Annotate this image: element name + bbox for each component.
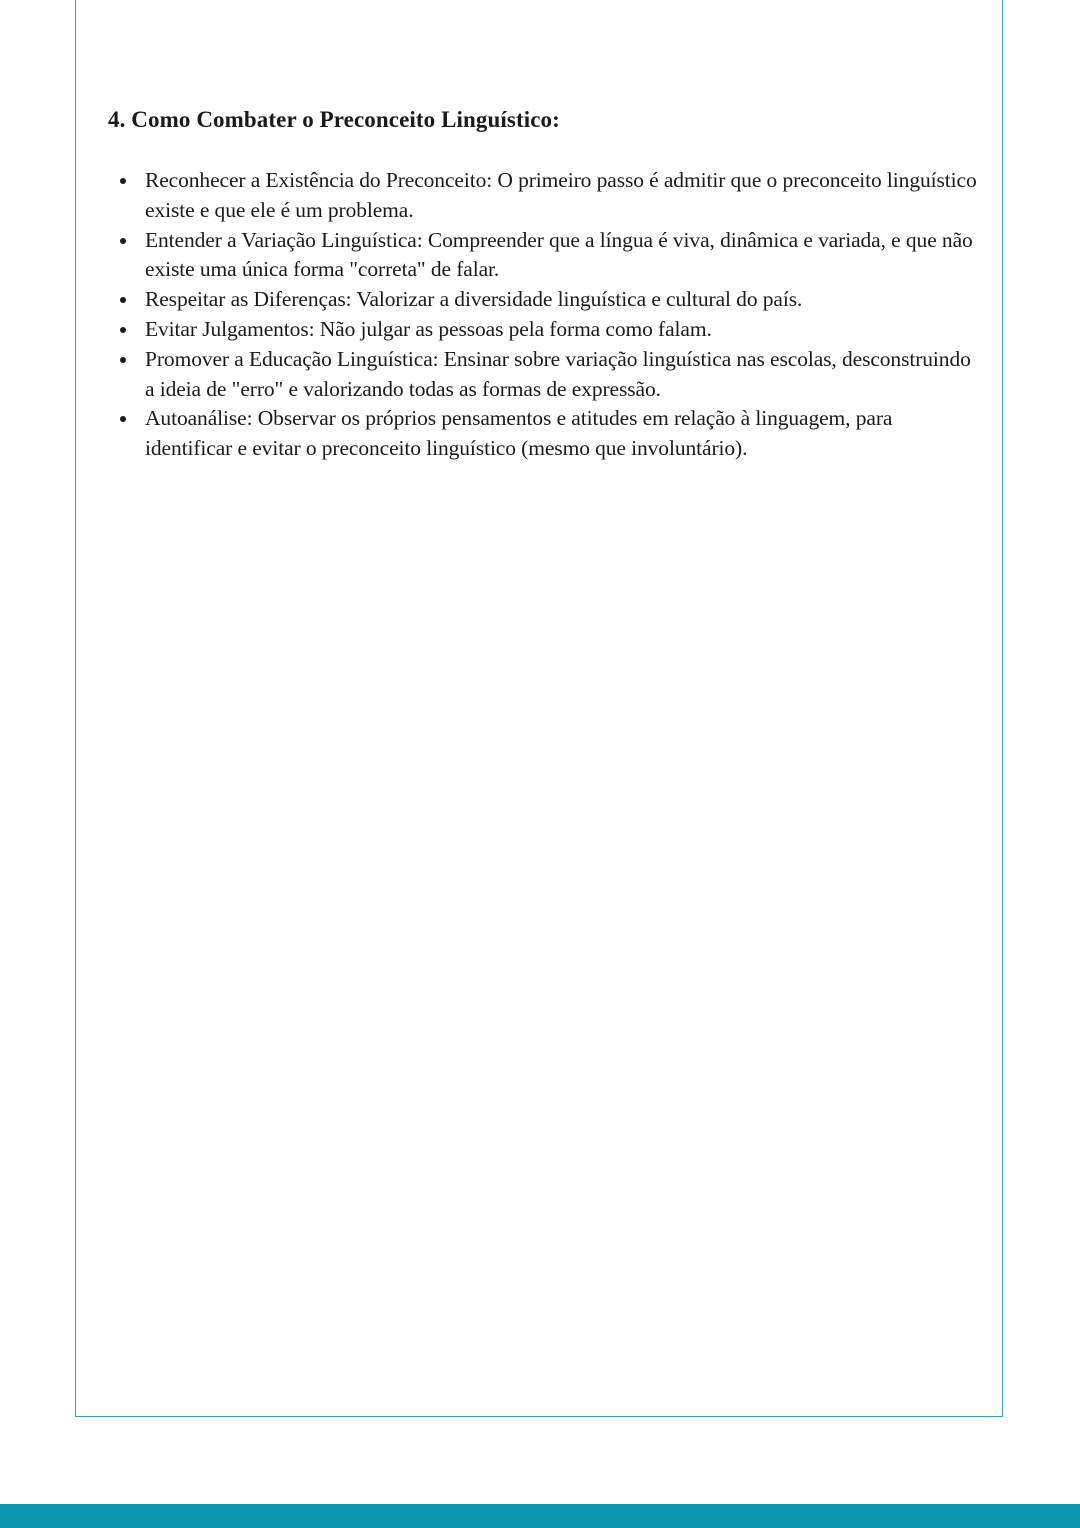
list-item-text: Respeitar as Diferenças: Valorizar a diversidade linguística e cultural do país. <box>145 287 803 312</box>
bullet-icon <box>120 327 126 333</box>
list-item <box>108 285 978 315</box>
list-item <box>108 315 978 345</box>
list-item <box>108 345 978 405</box>
list-item <box>108 226 978 286</box>
bullet-icon <box>120 297 126 303</box>
bullet-icon <box>120 357 126 363</box>
list-item-text: Reconhecer a Existência do Preconceito: O primeiro passo é admitir que o preconceito linguístico existe e que ele é um problema. <box>145 168 977 222</box>
list-item <box>108 166 978 226</box>
list-item-text: Autoanálise: Observar os próprios pensamentos e atitudes em relação à linguagem, para identificar e evitar o preconceito linguístico (mesmo que involuntário). <box>145 406 893 461</box>
list-item-text: Evitar Julgamentos: Não julgar as pessoas pela forma como falam. <box>145 316 712 341</box>
bullet-list <box>108 166 978 464</box>
list-item-text: Promover a Educação Linguística: Ensinar sobre variação linguística nas escolas, desconstruindo a ideia de "erro" e valorizando todas as formas de expressão. <box>145 346 971 401</box>
list-item <box>108 404 978 464</box>
bullet-icon <box>120 178 126 184</box>
bullet-icon <box>120 416 126 422</box>
bullet-icon <box>120 238 126 244</box>
section-heading: 4. Como Combater o Preconceito Linguístico: <box>108 107 560 132</box>
list-item-text: Entender a Variação Linguística: Compreender que a língua é viva, dinâmica e variada, e que não existe uma única forma "correta" de falar. <box>145 227 973 282</box>
footer-bar <box>0 1504 1080 1528</box>
